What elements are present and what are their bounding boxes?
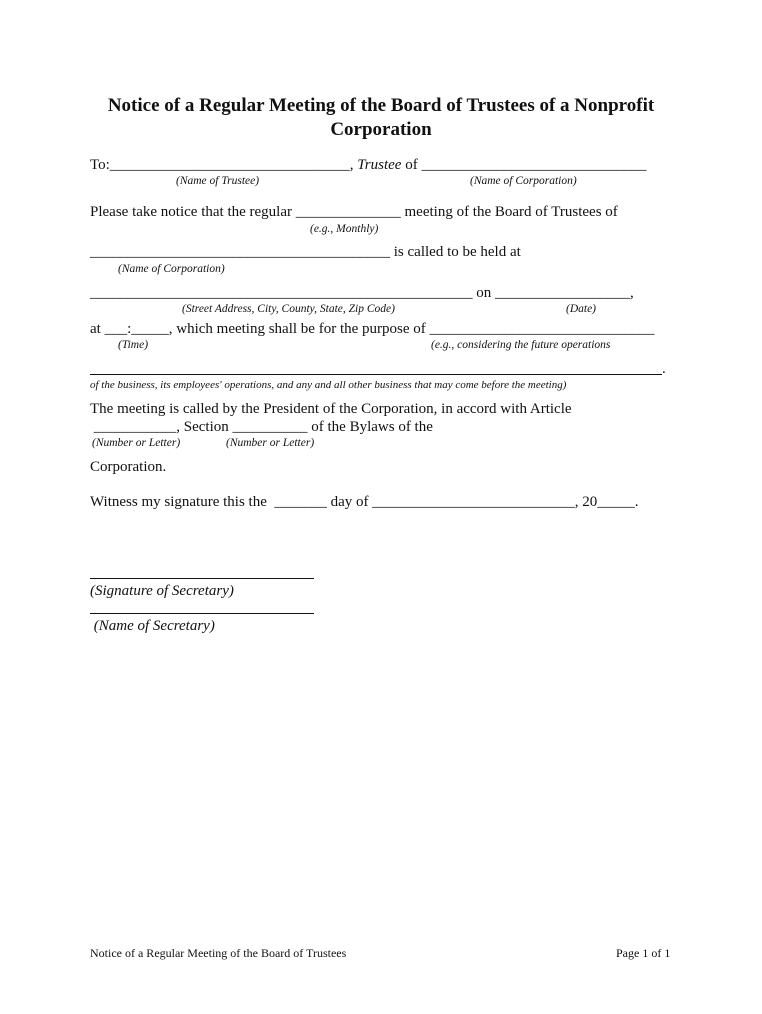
time-purpose-line: at ___:_____, which meeting shall be for the purpose of ______________________________ — [90, 321, 655, 337]
footer-page-number: Page 1 of 1 — [616, 946, 671, 960]
to-prefix: To:________________________________ — [90, 157, 350, 173]
hint-date: (Date) — [566, 303, 597, 315]
hint-name-of-corporation-2: (Name of Corporation) — [118, 263, 225, 275]
hint-purpose: (e.g., considering the future operations — [431, 339, 611, 351]
of-corporation-blank: of ______________________________ — [401, 157, 647, 173]
hint-monthly: (e.g., Monthly) — [310, 223, 379, 235]
notice-line: Please take notice that the regular ______________ meeting of the Board of Trustees of — [90, 204, 618, 220]
footer-document-title: Notice of a Regular Meeting of the Board of Trustees — [90, 946, 347, 960]
corporation-called-line: ________________________________________ is called to be held at — [90, 244, 521, 260]
trustee-label: , Trustee — [349, 157, 402, 173]
witness-line: Witness my signature this the _______ day of ___________________________, 20_____. — [90, 494, 639, 510]
purpose-continuation-rule — [90, 374, 662, 375]
hint-time: (Time) — [118, 339, 149, 351]
hint-name-of-trustee: (Name of Trustee) — [176, 175, 260, 187]
address-date-line: ___________________________________________________ on __________________, — [90, 285, 634, 301]
name-rule — [90, 613, 314, 614]
hint-section-number: (Number or Letter) — [226, 437, 315, 449]
document-title-line-2: Corporation — [330, 119, 432, 140]
article-section-line: ___________, Section __________ of the Bylaws of the — [90, 419, 433, 435]
signature-of-secretary-label: (Signature of Secretary) — [90, 583, 234, 599]
hint-business-purpose: of the business, its employees' operations, and any and all other business that may come before the meeting) — [90, 379, 567, 391]
hint-street-address: (Street Address, City, County, State, Zip Code) — [182, 303, 395, 315]
hint-name-of-corporation-1: (Name of Corporation) — [470, 175, 577, 187]
called-by-president-line: The meeting is called by the President of the Corporation, in accord with Article — [90, 401, 572, 417]
document-title-line-1: Notice of a Regular Meeting of the Board of Trustees of a Nonprofit — [107, 95, 655, 116]
signature-rule — [90, 578, 314, 579]
corporation-word: Corporation. — [90, 459, 167, 475]
to-line — [90, 156, 646, 174]
purpose-period: . — [662, 361, 666, 377]
hint-article-number: (Number or Letter) — [92, 437, 181, 449]
name-of-secretary-label: (Name of Secretary) — [90, 618, 215, 634]
